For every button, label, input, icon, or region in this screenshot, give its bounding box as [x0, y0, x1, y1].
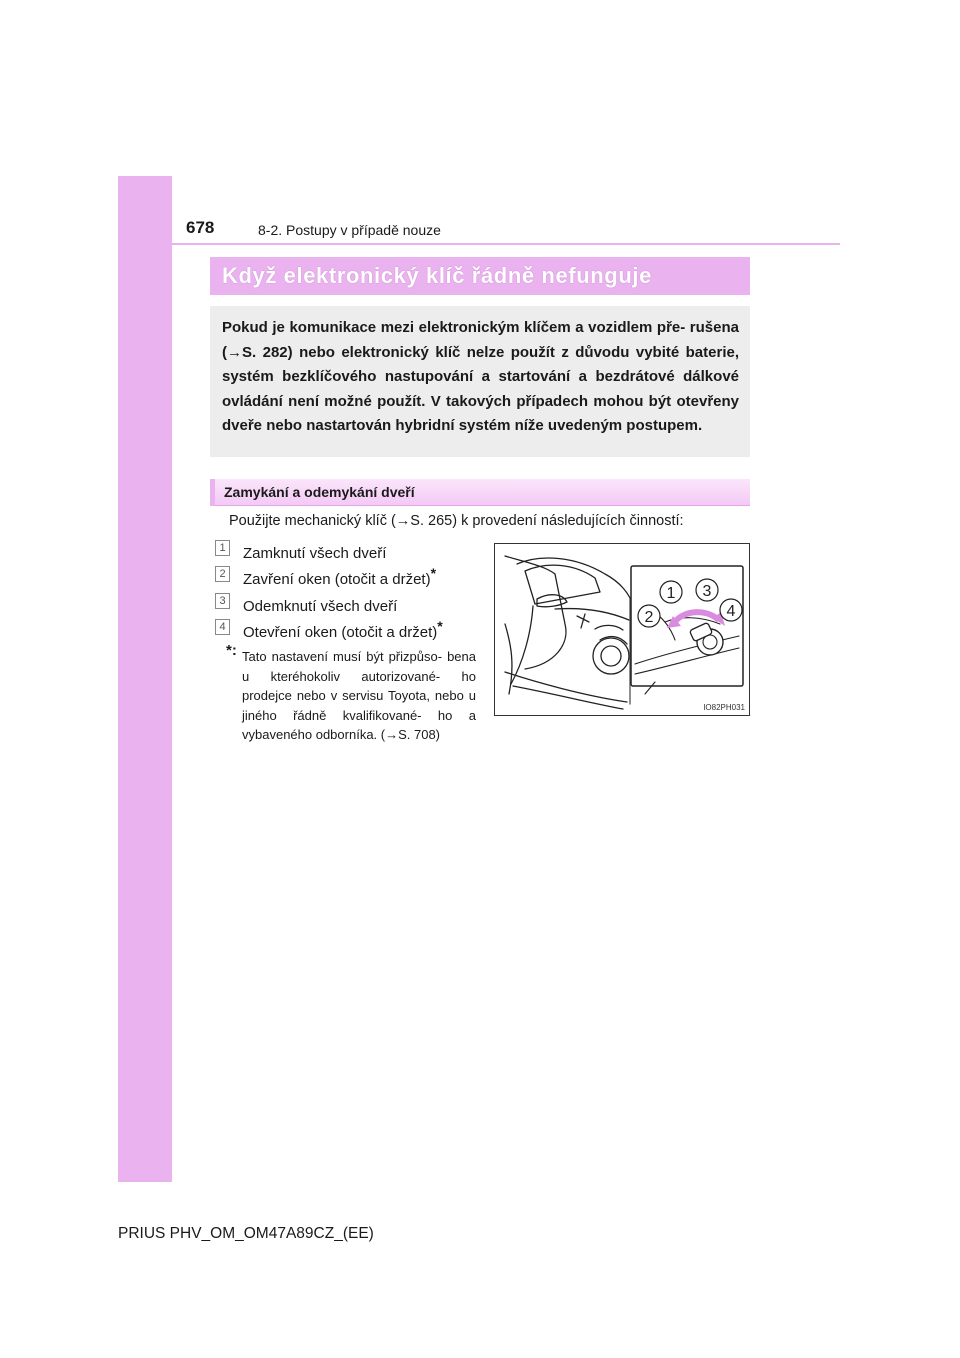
- header-divider: [172, 243, 840, 245]
- step-label: Zamknutí všech dveří: [243, 545, 387, 562]
- intro-box: [210, 306, 750, 457]
- title-bar: [210, 257, 750, 295]
- lead-text: Použijte mechanický klíč (→S. 265) k provedení následujících činností:: [229, 513, 684, 529]
- step-number: 1: [215, 540, 230, 556]
- step-text: [243, 592, 397, 615]
- callout-label: 1: [666, 585, 676, 602]
- document-footer: PRIUS PHV_OM_OM47A89CZ_(EE): [118, 1225, 374, 1242]
- footnote-text: Tato nastavení musí být přizpůso- bena u kteréhokoliv autorizované- ho prodejce nebo v servisu Toyota, nebo u jiného řádně kvalifikované- ho a vybaveného odborníka. (→S. 708): [242, 649, 476, 742]
- step-number: 2: [215, 566, 230, 582]
- callout-label: 4: [726, 603, 736, 620]
- callout-label: 3: [702, 583, 712, 600]
- step-text: [243, 618, 443, 641]
- step-number: 4: [215, 619, 230, 635]
- footnote-mark: *: [430, 565, 437, 581]
- page-number: 678: [186, 218, 215, 237]
- chapter-sidebar-tab: [118, 176, 172, 1182]
- intro-text: Pokud je komunikace mezi elektronickým klíčem a vozidlem pře- rušena (→S. 282) nebo elektronický klíč nelze použít z důvodu vybité baterie, systém bezklíčového nastupování a startování a bezdrátové dálkové ovládání není možné použít. V takových případech mohou být otevřeny dveře nebo nastartován hybridní systém níže uvedeným postupem.: [222, 319, 739, 434]
- footnote-mark: *: [437, 618, 443, 634]
- section-header: 8-2. Postupy v případě nouze: [258, 222, 441, 238]
- car-door-drawing: [495, 544, 749, 715]
- step-label: Zavření oken (otočit a držet): [243, 571, 431, 588]
- page-title: Když elektronický klíč řádně nefunguje: [222, 263, 652, 288]
- subsection-rule: [215, 505, 750, 506]
- step-text: [243, 539, 386, 562]
- step-number: 3: [215, 593, 230, 609]
- footnote-marker: *:: [226, 642, 237, 659]
- callout-label: 2: [644, 609, 654, 626]
- figure-code: IO82PH031: [703, 703, 745, 712]
- step-label: Odemknutí všech dveří: [243, 598, 398, 615]
- door-key-illustration: [494, 543, 750, 716]
- step-text: [243, 565, 436, 588]
- step-label: Otevření oken (otočit a držet): [243, 624, 438, 641]
- subsection-title: Zamykání a odemykání dveří: [224, 484, 415, 500]
- subsection-header: [210, 479, 750, 506]
